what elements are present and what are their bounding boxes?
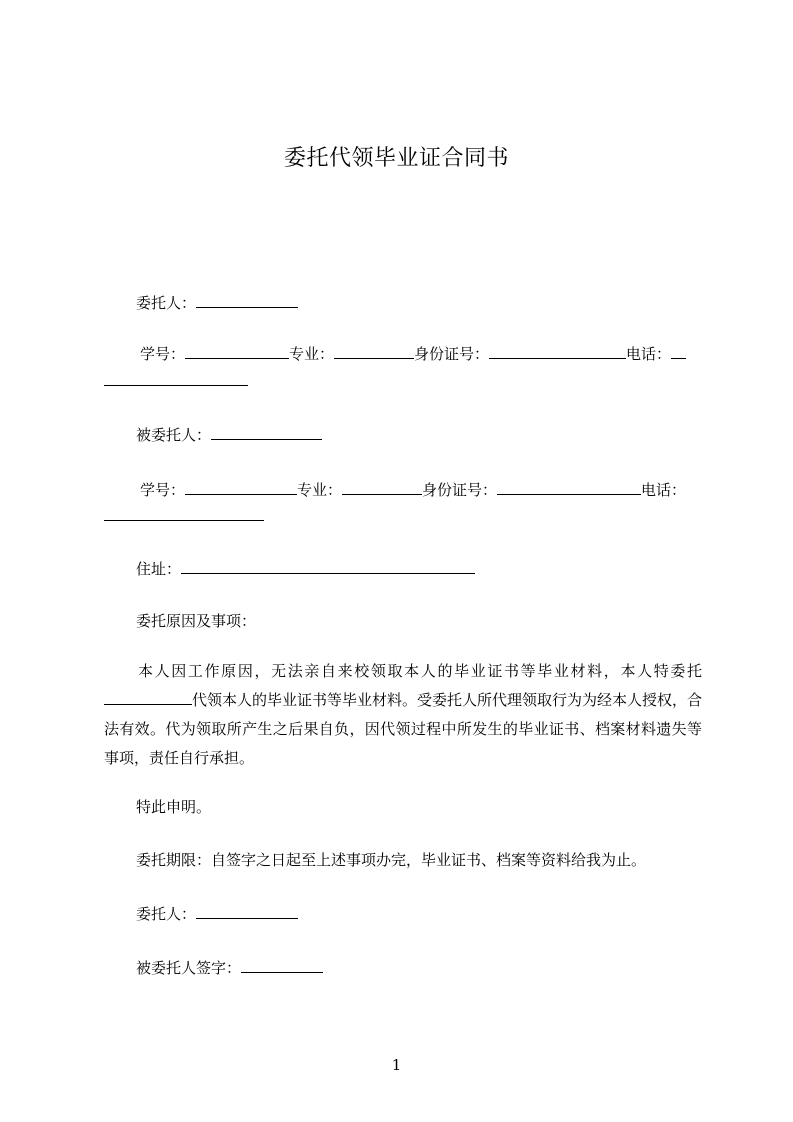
student-no-blank-2[interactable] — [185, 479, 297, 495]
phone-blank-continued[interactable] — [104, 370, 248, 386]
id-card-blank-2[interactable] — [497, 479, 641, 495]
delegator-blank[interactable] — [196, 292, 298, 308]
term-text: 委托期限：自签字之日起至上述事项办完，毕业证书、档案等资料给我为止。 — [136, 851, 647, 869]
delegatee-blank[interactable] — [211, 424, 322, 440]
delegatee-label: 被委托人： — [136, 426, 212, 444]
sign-delegator-blank[interactable] — [196, 903, 298, 919]
body-text-part1: 本人因工作原因，无法亲自来校领取本人的毕业证书等毕业材料，本人特委托 — [138, 662, 702, 680]
delegator-label: 委托人： — [136, 294, 197, 312]
sign-delegator-line — [136, 903, 298, 924]
delegatee-line — [136, 424, 322, 445]
sign-delegatee-line — [136, 957, 323, 978]
declaration — [136, 797, 211, 817]
reason-heading — [136, 611, 256, 631]
phone-blank[interactable] — [671, 343, 686, 359]
address-blank[interactable] — [181, 558, 475, 574]
delegatee-phone-continuation — [104, 505, 264, 526]
address-label: 住址： — [136, 560, 182, 578]
delegatee-name-blank[interactable] — [104, 689, 192, 705]
delegator-phone-continuation — [104, 370, 248, 391]
body-text-part2: 代领本人的毕业证书等毕业材料。受委托人所代理领取行为为经本人授权，合法有效。代为领取所产生之后果自负，因代领过程中所发生的毕业证书、档案材料遗失等事项，责任自行承担。 — [104, 691, 703, 767]
student-no-blank[interactable] — [185, 343, 289, 359]
student-no-label: 学号： — [140, 345, 186, 363]
id-card-blank[interactable] — [489, 343, 626, 359]
major-label-2: 专业： — [297, 481, 343, 499]
phone-blank-2[interactable] — [104, 505, 264, 521]
major-blank[interactable] — [334, 343, 414, 359]
document-title: 委托代领毕业证合同书 — [283, 146, 509, 171]
major-label: 专业： — [289, 345, 335, 363]
sign-delegator-label: 委托人： — [136, 905, 197, 923]
delegator-info-row — [140, 343, 686, 364]
phone-label-2: 电话： — [641, 481, 687, 499]
reason-label: 委托原因及事项： — [136, 612, 257, 630]
page-number: 1 — [391, 1056, 402, 1074]
sign-delegatee-label: 被委托人签字： — [136, 959, 242, 977]
id-card-label: 身份证号： — [414, 345, 490, 363]
body-paragraph — [104, 657, 702, 773]
declaration-text: 特此申明。 — [136, 798, 212, 816]
address-line — [136, 558, 475, 579]
term-line — [136, 850, 646, 870]
phone-label: 电话： — [626, 345, 672, 363]
major-blank-2[interactable] — [342, 479, 422, 495]
id-card-label-2: 身份证号： — [422, 481, 498, 499]
student-no-label-2: 学号： — [140, 481, 186, 499]
delegatee-info-row — [140, 479, 686, 500]
sign-delegatee-blank[interactable] — [241, 957, 323, 973]
delegator-line — [136, 292, 298, 313]
